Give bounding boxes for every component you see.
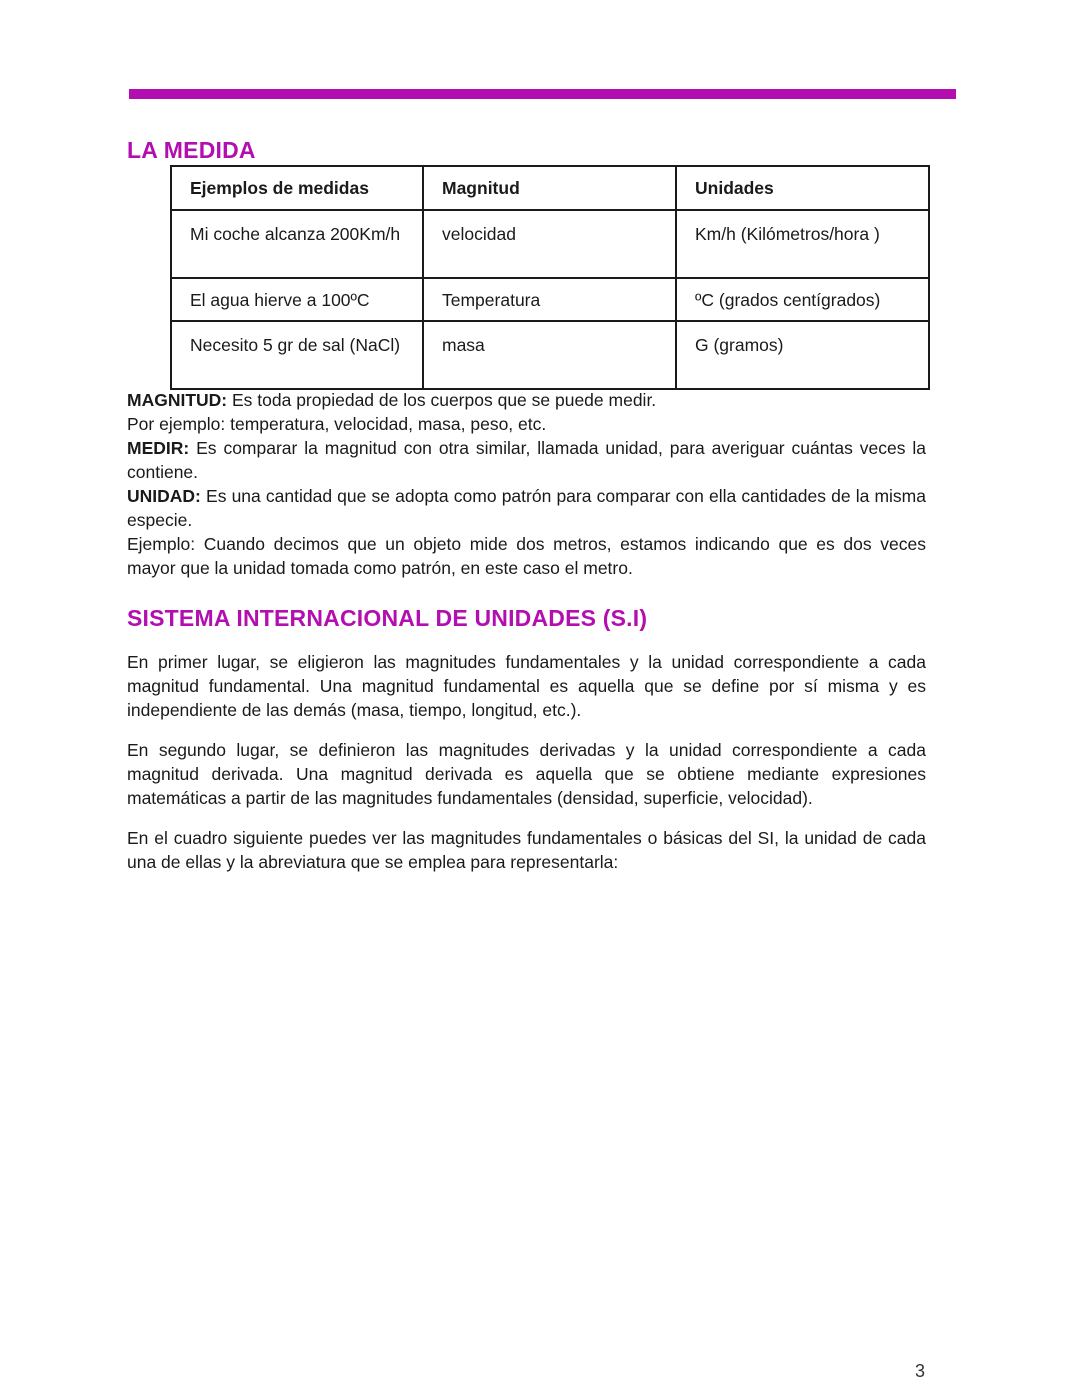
paragraph: En el cuadro siguiente puedes ver las magnitudes fundamentales o básicas del SI, la unidad de cada una de ellas y la abreviatura que se emplea para representarla: (127, 828, 926, 872)
definition-text: Es toda propiedad de los cuerpos que se puede medir. (227, 390, 657, 410)
measures-table (170, 165, 930, 390)
definition-medir (127, 436, 926, 484)
table-cell: Necesito 5 gr de sal (NaCl) (171, 321, 423, 389)
term-magnitud: MAGNITUD: (127, 390, 228, 410)
definition-text: Es comparar la magnitud con otra similar, llamada unidad, para averiguar cuántas veces la contiene. (127, 438, 926, 482)
page-number: 3 (915, 1361, 926, 1381)
definition-unidad (127, 484, 926, 532)
paragraph: En primer lugar, se eligieron las magnitudes fundamentales y la unidad correspondiente a cada magnitud fundamental. Una magnitud fundamental es aquella que se define por sí misma y es independiente de las demás (masa, tiempo, longitud, etc.). (127, 652, 926, 720)
definitions-block (127, 388, 926, 580)
table-row (171, 278, 929, 321)
paragraph: En segundo lugar, se definieron las magnitudes derivadas y la unidad correspondiente a cada magnitud derivada. Una magnitud derivada es aquella que se obtiene mediante expresiones matemáticas a partir de las magnitudes fundamentales (densidad, superficie, velocidad). (127, 740, 926, 808)
table-header-cell: Ejemplos de medidas (171, 166, 423, 210)
example-line: Por ejemplo: temperatura, velocidad, masa, peso, etc. (127, 414, 547, 434)
section-title-la-medida: LA MEDIDA (127, 137, 256, 163)
table-header-cell: Magnitud (423, 166, 676, 210)
definition-magnitud (127, 388, 926, 412)
table-cell: G (gramos) (676, 321, 929, 389)
table-cell: Temperatura (423, 278, 676, 321)
table-header-row (171, 166, 929, 210)
top-accent-bar (129, 89, 956, 99)
definition-text: Es una cantidad que se adopta como patrón para comparar con ella cantidades de la misma especie. (127, 486, 926, 530)
table-header-cell: Unidades (676, 166, 929, 210)
table-cell: ºC (grados centígrados) (676, 278, 929, 321)
table-cell: El agua hierve a 100ºC (171, 278, 423, 321)
table-row (171, 210, 929, 278)
table-cell: velocidad (423, 210, 676, 278)
example-paragraph: Ejemplo: Cuando decimos que un objeto mide dos metros, estamos indicando que es dos veces mayor que la unidad tomada como patrón, en este caso el metro. (127, 534, 926, 578)
si-paragraphs (127, 650, 926, 890)
table-row (171, 321, 929, 389)
table-cell: Mi coche alcanza 200Km/h (171, 210, 423, 278)
table-cell: masa (423, 321, 676, 389)
section-title-sistema-internacional: SISTEMA INTERNACIONAL DE UNIDADES (S.I) (127, 605, 648, 631)
table-cell: Km/h (Kilómetros/hora ) (676, 210, 929, 278)
term-medir: MEDIR: (127, 438, 190, 458)
term-unidad: UNIDAD: (127, 486, 201, 506)
